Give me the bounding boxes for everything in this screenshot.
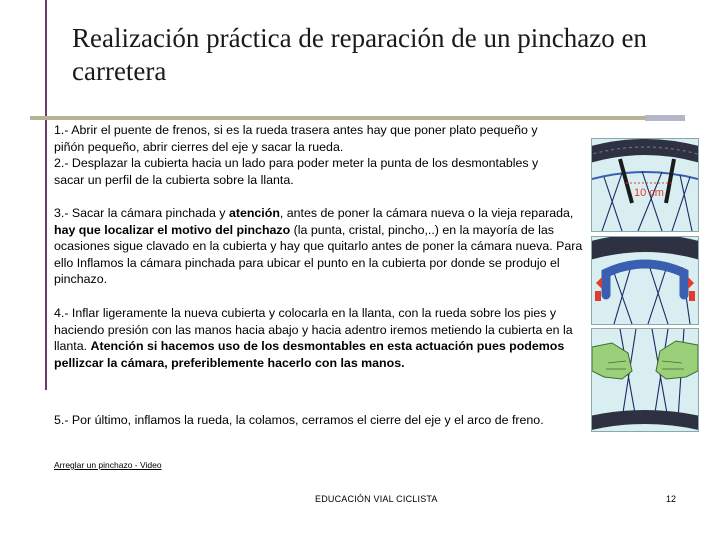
divider-accent [645,115,685,121]
footer-text: EDUCACIÓN VIAL CICLISTA [315,494,438,504]
page-number: 12 [666,494,677,504]
left-accent-bar [45,0,47,390]
inner-tube-illustration [591,236,699,325]
step-4-part-a: 4.- Inflar ligeramente la nueva cubierta y colocarla en la llanta, con la rueda sobre los pies y haciendo presión con las manos hacia abajo y hacia adentro iremos metiendo la cubierta en la llanta. [54,306,573,354]
step-1-text: 1.- Abrir el puente de frenos, si es la rueda trasera antes hay que poner plato pequeño y piñón pequeño, abrir cierres del eje y sacar la rueda. [54,123,538,154]
step-3-attention: atención [228,206,280,220]
step-3-part-e: (la punta, cristal, pincho,..) en la mayoría de las ocasiones sigue clavado en la cubierta y hay que quitarlo antes de poner la cámara nueva. Para ello Inflamos la cámara pinchada para ubicar el punto en la cubierta por donde se produjo el pinchazo. [54,222,583,287]
step-4-warning: Atención si hacemos uso de los desmontables en esta actuación pues podemos pellizcar la cámara, preferiblemente hacerlo con las manos. [54,339,565,370]
hands-pressing-illustration [591,328,699,432]
steps-1-2 [54,122,549,188]
video-link[interactable]: Arreglar un pinchazo - Video [54,460,162,470]
title-divider [30,116,685,120]
measure-label: 10 cm [634,187,664,199]
step-5-text: 5.- Por último, inflamos la rueda, la colamos, cerramos el cierre del eje y el arco de freno. [54,413,544,427]
slide-title: Realización práctica de reparación de un pinchazo en carretera [72,23,647,86]
step-3-text [54,205,589,288]
step-3-part-c: , antes de poner la cámara nueva o la vieja reparada, [279,206,574,220]
step-3-emphasis: hay que localizar el motivo del pinchazo [54,222,291,237]
tire-lever-illustration [591,138,699,232]
step-4-text [54,305,589,371]
step-2-text: 2.- Desplazar la cubierta hacia un lado para poder meter la punta de los desmontables y sacar un perfil de la cubierta sobre la llanta. [54,156,539,187]
step-3-part-a: 3.- Sacar la cámara pinchada y [54,206,229,220]
